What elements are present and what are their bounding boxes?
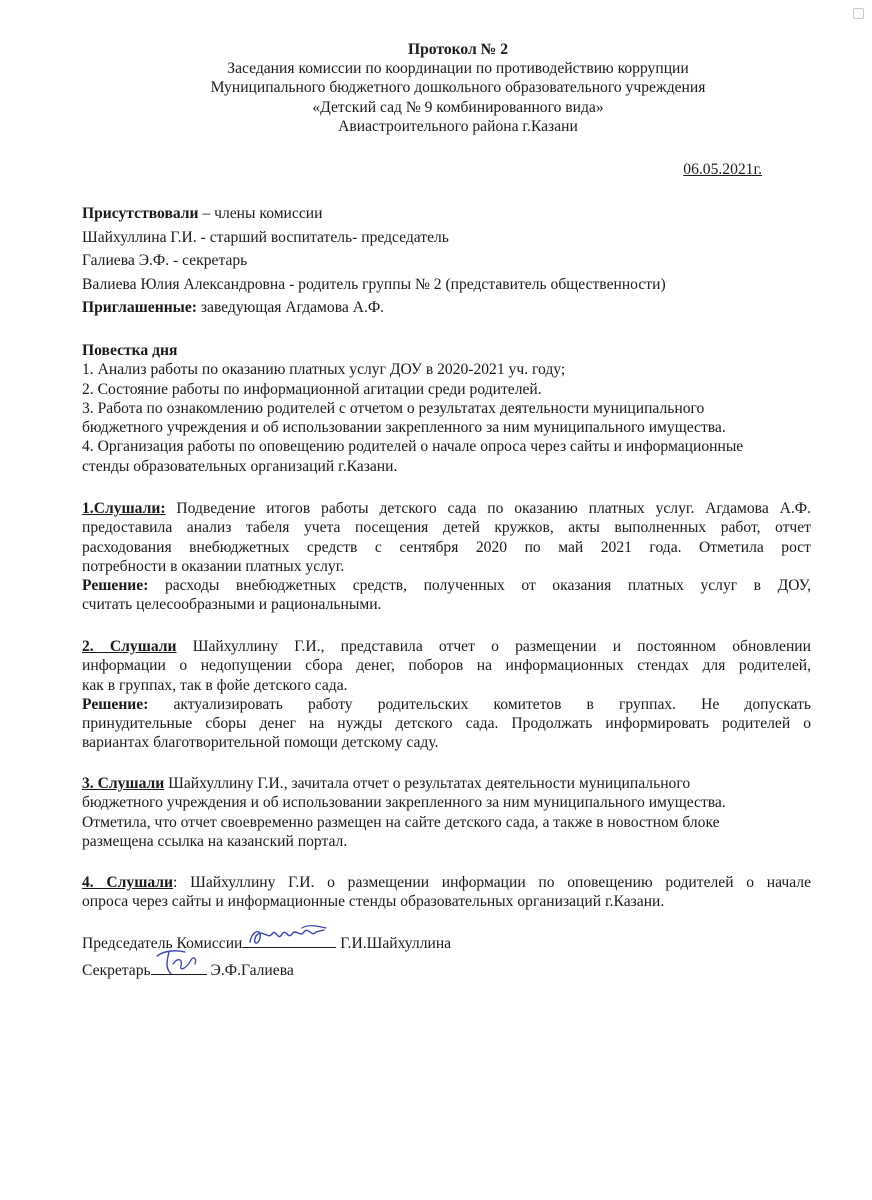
- chair-label: Председатель Комиссии: [82, 935, 243, 952]
- item-1-line: расходования внебюджетных средств с сентября 2020 по май 2021 года. Отметила рост: [82, 538, 811, 556]
- secretary-name: Э.Ф.Галиева: [206, 962, 294, 979]
- header-line: «Детский сад № 9 комбинированного вида»: [312, 98, 604, 116]
- agenda-line: 4. Организация работы по оповещению родителей о начале опроса через сайты и информационные: [82, 438, 744, 456]
- invited-rest: заведующая Агдамова А.Ф.: [196, 299, 385, 317]
- attendees-label-rest: – члены комиссии: [198, 205, 323, 222]
- item-2-decision-label: Решение:: [82, 695, 149, 713]
- item-2-line: как в группах, так в фойе детского сада.: [82, 676, 348, 694]
- document-title: Протокол № 2: [407, 41, 509, 58]
- item-4-section: [82, 873, 811, 912]
- item-1-line: предоставила анализ табеля учета посещения детей кружков, акты выполненных работ, отчет: [82, 519, 811, 537]
- attendees-section: [82, 202, 811, 320]
- item-1-decision-line: считать целесообразными и рациональными.: [82, 596, 382, 614]
- item-1-line: потребности в оказании платных услуг.: [82, 557, 345, 575]
- document-date: 06.05.2021г.: [683, 161, 762, 178]
- secretary-signature: [151, 960, 207, 975]
- item-3-line: Отметила, что отчет своевременно размещен на сайте детского сада, а также в новостном блоке: [82, 813, 720, 831]
- attendee-row: Шайхуллина Г.И. - старший воспитатель- председатель: [82, 228, 449, 246]
- chair-name: Г.И.Шайхуллина: [336, 935, 452, 952]
- invited-label: Приглашенные:: [82, 299, 197, 317]
- agenda-line: бюджетного учреждения и об использовании закрепленного за ним муниципального имущества.: [82, 419, 726, 437]
- attendee-row: Галиева Э.Ф. - секретарь: [82, 252, 248, 270]
- secretary-signature-row: [82, 960, 294, 980]
- item-3-text: Шайхуллину Г.И., зачитала отчет о результатах деятельности муниципального: [164, 775, 691, 792]
- item-2-section: [82, 637, 811, 753]
- item-2-label: 2. Слушали: [82, 638, 177, 655]
- item-3-line: размещена ссылка на казанский портал.: [82, 832, 348, 850]
- item-3-line: бюджетного учреждения и об использовании закрепленного за ним муниципального имущества.: [82, 794, 726, 812]
- chair-signature: [242, 933, 336, 948]
- header-line: Авиастроительного района г.Казани: [338, 117, 578, 135]
- agenda-line: 1. Анализ работы по оказанию платных услуг ДОУ в 2020-2021 уч. году;: [82, 361, 566, 379]
- item-1-decision-text: расходы внебюджетных средств, полученных от оказания платных услуг в ДОУ,: [148, 577, 811, 595]
- item-2-decision-line: вариантах благотворительной помощи детскому саду.: [82, 734, 439, 752]
- item-4-line: опроса через сайты и информационные стенды образовательных организаций г.Казани.: [82, 893, 665, 911]
- header-line: Заседания комиссии по координации по противодействию коррупции: [227, 60, 689, 78]
- document-header: [82, 40, 834, 136]
- item-2-decision-line: принудительные сборы денег на нужды детского сада. Продолжать информировать родителей о: [82, 715, 811, 733]
- item-1-decision-label: Решение:: [82, 577, 149, 595]
- agenda-line: 3. Работа по ознакомлению родителей с отчетом о результатах деятельности муниципального: [82, 399, 705, 417]
- secretary-label: Секретарь: [82, 962, 151, 979]
- agenda-heading: Повестка дня: [82, 342, 178, 359]
- attendees-label: Присутствовали: [82, 205, 199, 222]
- item-1-text: Подведение итогов работы детского сада по оказанию платных услуг. Агдамова А.Ф.: [165, 500, 811, 517]
- item-1-label: 1.Слушали:: [82, 500, 166, 517]
- chair-signature-row: [82, 933, 451, 953]
- item-2-text: Шайхуллину Г.И., представила отчет о размещении и постоянном обновлении: [176, 638, 811, 655]
- scan-corner-mark: [853, 8, 864, 19]
- item-4-label: 4. Слушали: [82, 874, 174, 891]
- item-3-label: 3. Слушали: [82, 775, 165, 792]
- item-2-decision-text: актуализировать работу родительских комитетов в группах. Не допускать: [148, 695, 811, 713]
- agenda-line: стенды образовательных организаций г.Казани.: [82, 457, 398, 475]
- signature-scribble-icon: [151, 946, 207, 978]
- item-3-section: [82, 774, 811, 851]
- agenda-line: 2. Состояние работы по информационной агитации среди родителей.: [82, 380, 542, 398]
- item-4-text: : Шайхуллину Г.И. о размещении информации по оповещению родителей о начале: [173, 874, 811, 891]
- item-1-section: [82, 499, 811, 615]
- agenda-section: [82, 341, 811, 476]
- attendee-row: Валиева Юлия Александровна - родитель группы № 2 (представитель общественности): [82, 275, 666, 293]
- item-2-line: информации о недопущении сбора денег, поборов на информационных стендах для родителей,: [82, 657, 811, 675]
- signature-scribble-icon: [242, 924, 336, 950]
- header-line: Муниципального бюджетного дошкольного образовательного учреждения: [210, 79, 706, 97]
